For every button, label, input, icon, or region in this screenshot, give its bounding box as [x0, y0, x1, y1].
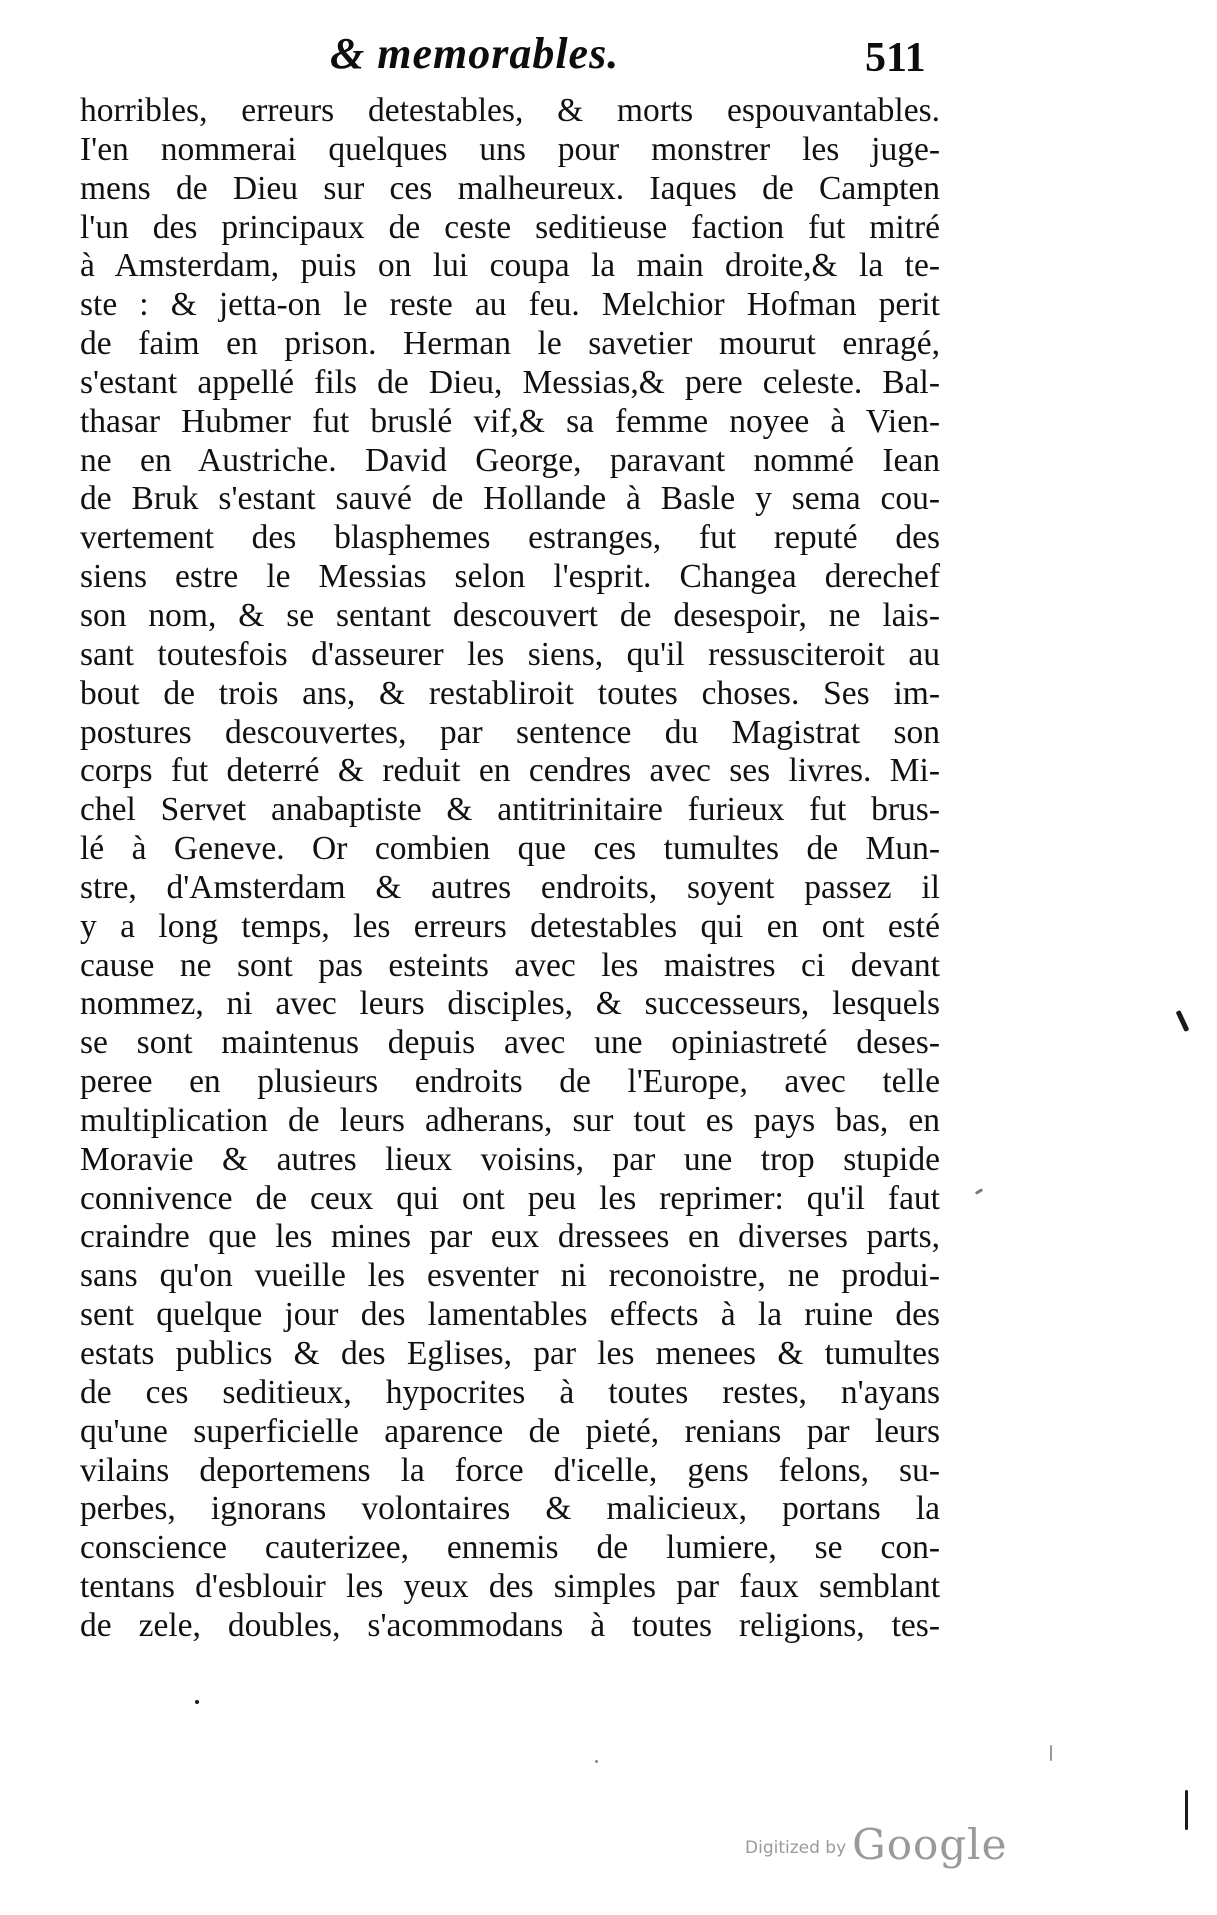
text-line: nommez, ni avec leurs disciples, & successeurs, lesquels [80, 985, 940, 1023]
digitization-watermark [745, 1820, 1007, 1869]
ink-blot [595, 1760, 598, 1763]
text-line: se sont maintenus depuis avec une opiniastreté deses- [80, 1024, 940, 1062]
text-line: perbes, ignorans volontaires & malicieux, portans la [80, 1490, 940, 1528]
text-line: mens de Dieu sur ces malheureux. Iaques de Campten [80, 169, 940, 207]
text-line: chel Servet anabaptiste & antitrinitaire furieux fut brus- [80, 791, 940, 829]
text-line: peree en plusieurs endroits de l'Europe, avec telle [80, 1063, 940, 1101]
watermark-prefix: Digitized by [745, 1838, 847, 1858]
text-line: postures descouvertes, par sentence du Magistrat son [80, 713, 940, 751]
text-line: s'estant appellé fils de Dieu, Messias,& pere celeste. Bal- [80, 363, 940, 401]
text-line: craindre que les mines par eux dressees en diverses parts, [80, 1218, 940, 1256]
text-line: tentans d'esblouir les yeux des simples par faux semblant [80, 1568, 940, 1606]
running-title: & memorables. [330, 29, 620, 78]
margin-rule [1185, 1790, 1188, 1830]
text-line: ne en Austriche. David George, paravant nommé Iean [80, 441, 940, 479]
text-line: thasar Hubmer fut bruslé vif,& sa femme noyee à Vien- [80, 402, 940, 440]
text-line: vilains deportemens la force d'icelle, gens felons, su- [80, 1451, 940, 1489]
text-line: ste : & jetta-on le reste au feu. Melchior Hofman perit [80, 286, 940, 324]
text-line: multiplication de leurs adherans, sur tout es pays bas, en [80, 1101, 940, 1139]
text-line: siens estre le Messias selon l'esprit. Changea derechef [80, 558, 940, 596]
google-logo: Google [852, 1820, 1008, 1869]
ink-blot [1176, 1010, 1190, 1032]
text-line: connivence de ceux qui ont peu les reprimer: qu'il faut [80, 1179, 940, 1217]
text-line: à Amsterdam, puis on lui coupa la main droite,& la te- [80, 247, 940, 285]
text-line: horribles, erreurs detestables, & morts espouvantables. [80, 92, 940, 129]
text-line: son nom, & se sentant descouvert de desespoir, ne lais- [80, 596, 940, 634]
text-line: sent quelque jour des lamentables effects à la ruine des [80, 1296, 940, 1334]
page-number: 511 [865, 35, 926, 81]
text-line: qu'une superficielle aparence de pieté, renians par leurs [80, 1412, 940, 1450]
text-line: conscience cauterizee, ennemis de lumiere, se con- [80, 1529, 940, 1567]
ink-blot [1050, 1745, 1052, 1761]
text-line: I'en nommerai quelques uns pour monstrer les juge- [80, 130, 940, 168]
text-line: de Bruk s'estant sauvé de Hollande à Basle y sema cou- [80, 480, 940, 518]
text-line: y a long temps, les erreurs detestables qui en ont esté [80, 907, 940, 945]
text-line: cause ne sont pas esteints avec les maistres ci devant [80, 946, 940, 984]
text-line: bout de trois ans, & restabliroit toutes choses. Ses im- [80, 674, 940, 712]
ink-blot [975, 1188, 983, 1195]
text-line: sant toutesfois d'asseurer les siens, qu'il ressusciteroit au [80, 635, 940, 673]
text-line: de faim en prison. Herman le savetier mourut enragé, [80, 325, 940, 363]
text-line: estats publics & des Eglises, par les menees & tumultes [80, 1335, 940, 1372]
text-line: corps fut deterré & reduit en cendres avec ses livres. Mi- [80, 752, 940, 790]
text-line: stre, d'Amsterdam & autres endroits, soyent passez il [80, 868, 940, 906]
text-line: Moravie & autres lieux voisins, par une trop stupide [80, 1140, 940, 1178]
text-line: sans qu'on vueille les esventer ni reconoistre, ne produi- [80, 1257, 940, 1295]
ink-blot [195, 1700, 199, 1704]
text-line: lé à Geneve. Or combien que ces tumultes de Mun- [80, 830, 940, 868]
text-line: l'un des principaux de ceste seditieuse faction fut mitré [80, 208, 940, 246]
text-line: de ces seditieux, hypocrites à toutes restes, n'ayans [80, 1373, 940, 1411]
body-text [80, 92, 940, 1646]
text-line: vertement des blasphemes estranges, fut reputé des [80, 519, 940, 557]
text-line: de zele, doubles, s'acommodans à toutes religions, tes- [80, 1606, 940, 1644]
